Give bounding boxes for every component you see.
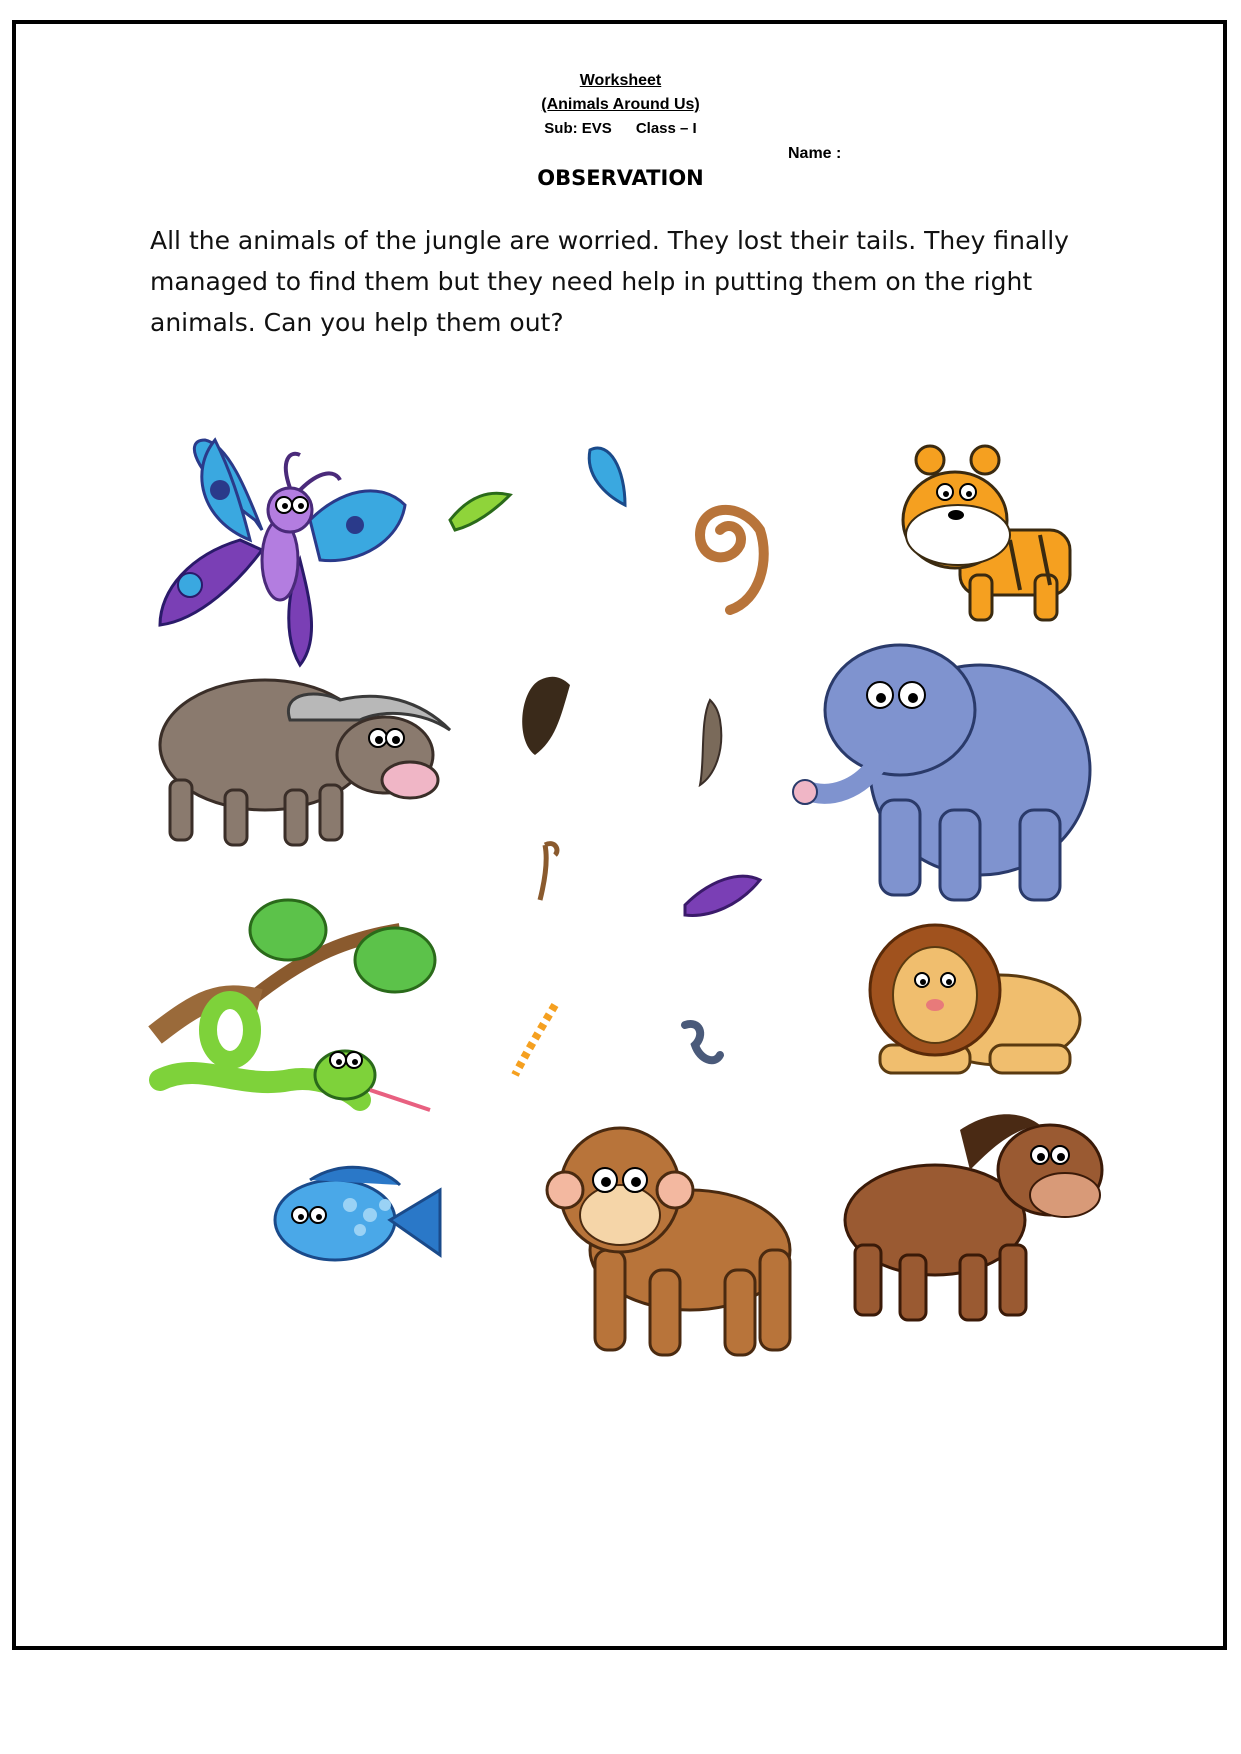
tails-group (450, 448, 764, 1075)
lion-tail[interactable] (540, 844, 557, 900)
snake-image[interactable] (155, 900, 435, 1110)
tiger-image[interactable] (903, 446, 1070, 620)
lion-image[interactable] (870, 925, 1080, 1073)
green-tail[interactable] (450, 493, 510, 530)
curly-tail[interactable] (700, 510, 764, 610)
elephant-image[interactable] (793, 645, 1090, 900)
purple-tail[interactable] (685, 876, 760, 915)
tiger-tail[interactable] (515, 1005, 555, 1075)
class-label: Class – I (635, 120, 697, 137)
subject-label: Sub: EVS (544, 120, 612, 137)
bushy-tail[interactable] (522, 677, 570, 755)
instructions-text: All the animals of the jungle are worried. They lost their tails. They finally managed to find them but they need help in putting them on the right animals. Can you help them out? (150, 226, 1069, 337)
buffalo-image[interactable] (160, 680, 450, 845)
name-label: Name : (788, 145, 842, 162)
monkey-image[interactable] (547, 1128, 790, 1355)
horse-image[interactable] (845, 1114, 1102, 1320)
butterfly-image[interactable] (160, 440, 405, 665)
worksheet-title: Worksheet (579, 72, 662, 89)
buffalo-tail[interactable] (700, 700, 721, 785)
blue-wing-piece[interactable] (589, 448, 625, 505)
section-title: OBSERVATION (537, 166, 704, 190)
elephant-tail[interactable] (685, 1024, 720, 1060)
fish-image[interactable] (275, 1167, 440, 1260)
worksheet-topic: (Animals Around Us) (541, 96, 700, 113)
